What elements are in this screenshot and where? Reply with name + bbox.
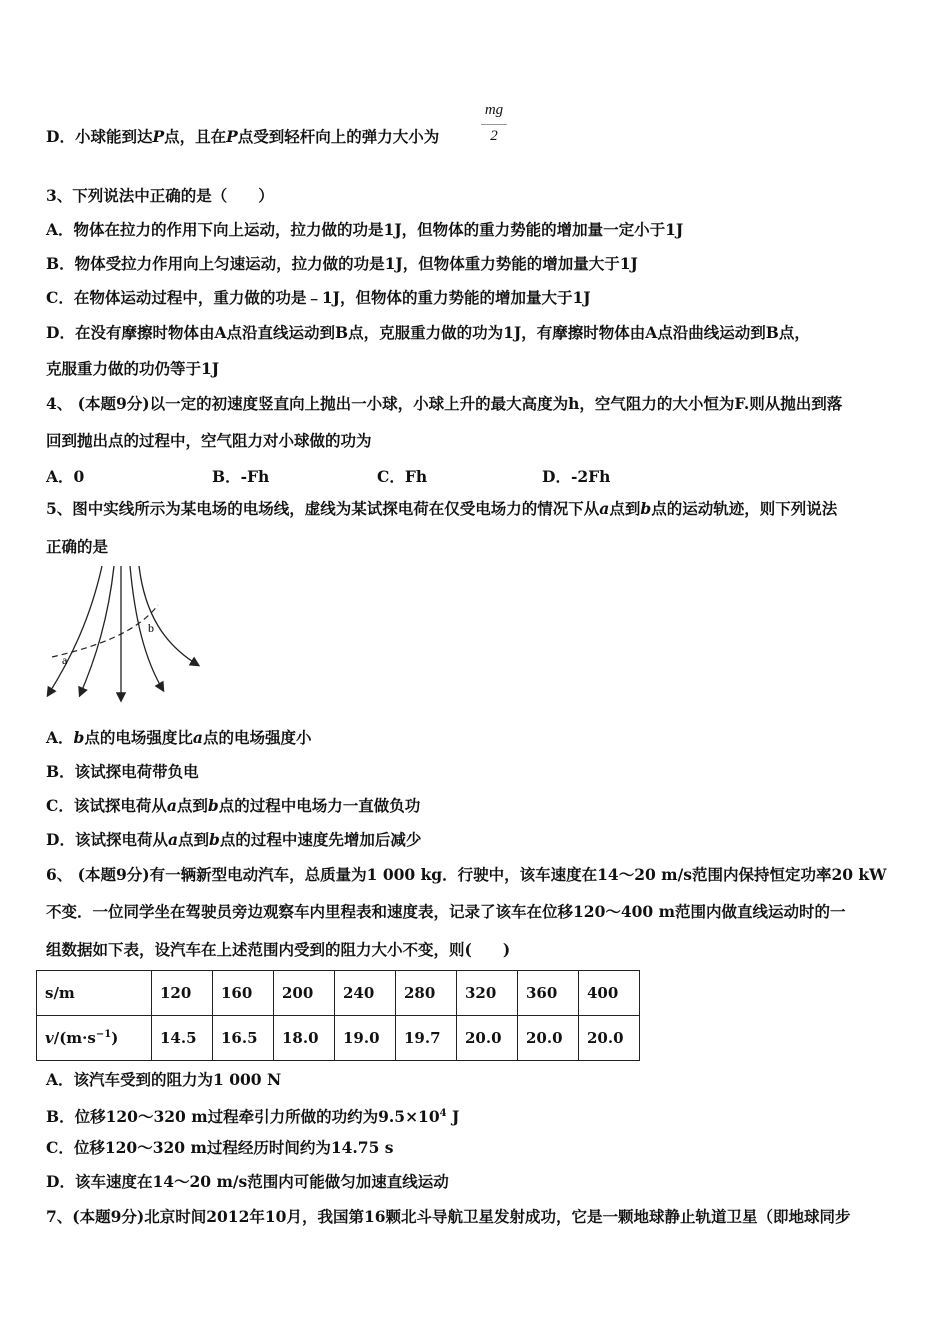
q6-stem-line1: 6、 (本题9分)有一辆新型电动汽车，总质量为1 000 kg．行驶中，该车速度在14～20 m/s范围内保持恒定功率20 kW [46,865,887,884]
q3-option-d: D．在没有摩擦时物体由A点沿直线运动到B点，克服重力做的功为1J，有摩擦时物体由A点沿曲线运动到B点， [46,323,810,342]
q5-option-d: D．该试探电荷从a点到b点的过程中速度先增加后减少 [46,830,422,849]
table-cell: 19.7 [396,1016,457,1061]
field-line-1 [48,566,102,695]
q4-option-d: D．-2Fh [542,467,611,486]
table-cell: 20.0 [457,1016,518,1061]
q6-stem-line3: 组数据如下表，设汽车在上述范围内受到的阻力大小不变，则( ) [46,940,511,959]
table-cell: 240 [335,971,396,1016]
q3-option-d-cont: 克服重力做的功仍等于1J [46,359,220,378]
q6-option-c: C．位移120～320 m过程经历时间约为14.75 s [46,1138,394,1157]
label-a: a [62,653,68,667]
q3-option-c: C．在物体运动过程中，重力做的功是﹣1J，但物体的重力势能的增加量大于1J [46,288,591,307]
table-cell: 20.0 [579,1016,640,1061]
table-cell: 160 [213,971,274,1016]
label-b: b [148,621,154,635]
table-cell: 19.0 [335,1016,396,1061]
table-row [37,971,640,1016]
q4-option-b: B．-Fh [212,467,270,486]
data-table [36,970,640,1061]
q7-stem-line1: 7、(本题9分)北京时间2012年10月，我国第16颗北斗导航卫星发射成功，它是一颗地球静止轨道卫星（即地球同步 [46,1207,851,1226]
trajectory-dashed [52,605,158,657]
q4-stem-line1: 4、 (本题9分)以一定的初速度竖直向上抛出一小球，小球上升的最大高度为h，空气阻力的大小恒为F.则从抛出到落 [46,394,843,413]
q3-option-a: A．物体在拉力的作用下向上运动，拉力做的功是1J，但物体的重力势能的增加量一定小于1J [46,220,684,239]
q4-stem-line2: 回到抛出点的过程中，空气阻力对小球做的功为 [46,431,372,450]
table-cell: 200 [274,971,335,1016]
table-row [37,1016,640,1061]
q6-option-a: A．该汽车受到的阻力为1 000 N [46,1070,282,1089]
q6-option-d: D．该车速度在14～20 m/s范围内可能做匀加速直线运动 [46,1172,449,1191]
table-header-cell: s/m [37,971,152,1016]
q6-option-b: B．位移120～320 m过程牵引力所做的功约为$9.5\times 10^4$ J [46,1107,460,1127]
table-cell: 20.0 [518,1016,579,1061]
table-cell: 120 [152,971,213,1016]
table-cell: 280 [396,971,457,1016]
q5-stem-line1: 5、图中实线所示为某电场的电场线，虚线为某试探电荷在仅受电场力的情况下从a点到b点的运动轨迹，则下列说法 [46,499,838,518]
q4-option-a: A．0 [46,467,85,486]
electric-field-figure [40,560,215,710]
table-cell: 400 [579,971,640,1016]
table-cell: 360 [518,971,579,1016]
q5-option-a: A．b点的电场强度比a点的电场强度小 [46,728,312,747]
fraction-numerator: mg [484,102,504,118]
q3-option-b: B．物体受拉力作用向上匀速运动，拉力做的功是1J，但物体重力势能的增加量大于1J [46,254,638,273]
table-cell: 18.0 [274,1016,335,1061]
q2-option-d: D．小球能到达P点，且在P点受到轻杆向上的弹力大小为 [46,127,440,146]
fraction-bar [481,124,507,125]
q5-option-b: B．该试探电荷带负电 [46,762,199,781]
q3-stem: 3、下列说法中正确的是（ ） [46,186,274,205]
q4-option-c: C．Fh [377,467,428,486]
field-line-4 [130,566,163,690]
table-cell: 16.5 [213,1016,274,1061]
table-header-cell: $v/(m\cdot s^{-1})$ [37,1016,152,1061]
q5-stem-line2: 正确的是 [46,537,109,556]
q6-stem-line2: 不变．一位同学坐在驾驶员旁边观察车内里程表和速度表，记录了该车在位移120～400 m范围内做直线运动时的一 [46,902,846,921]
fraction-denominator: 2 [490,128,498,144]
table-cell: 14.5 [152,1016,213,1061]
q5-option-c: C．该试探电荷从a点到b点的过程中电场力一直做负功 [46,796,421,815]
table-cell: 320 [457,971,518,1016]
